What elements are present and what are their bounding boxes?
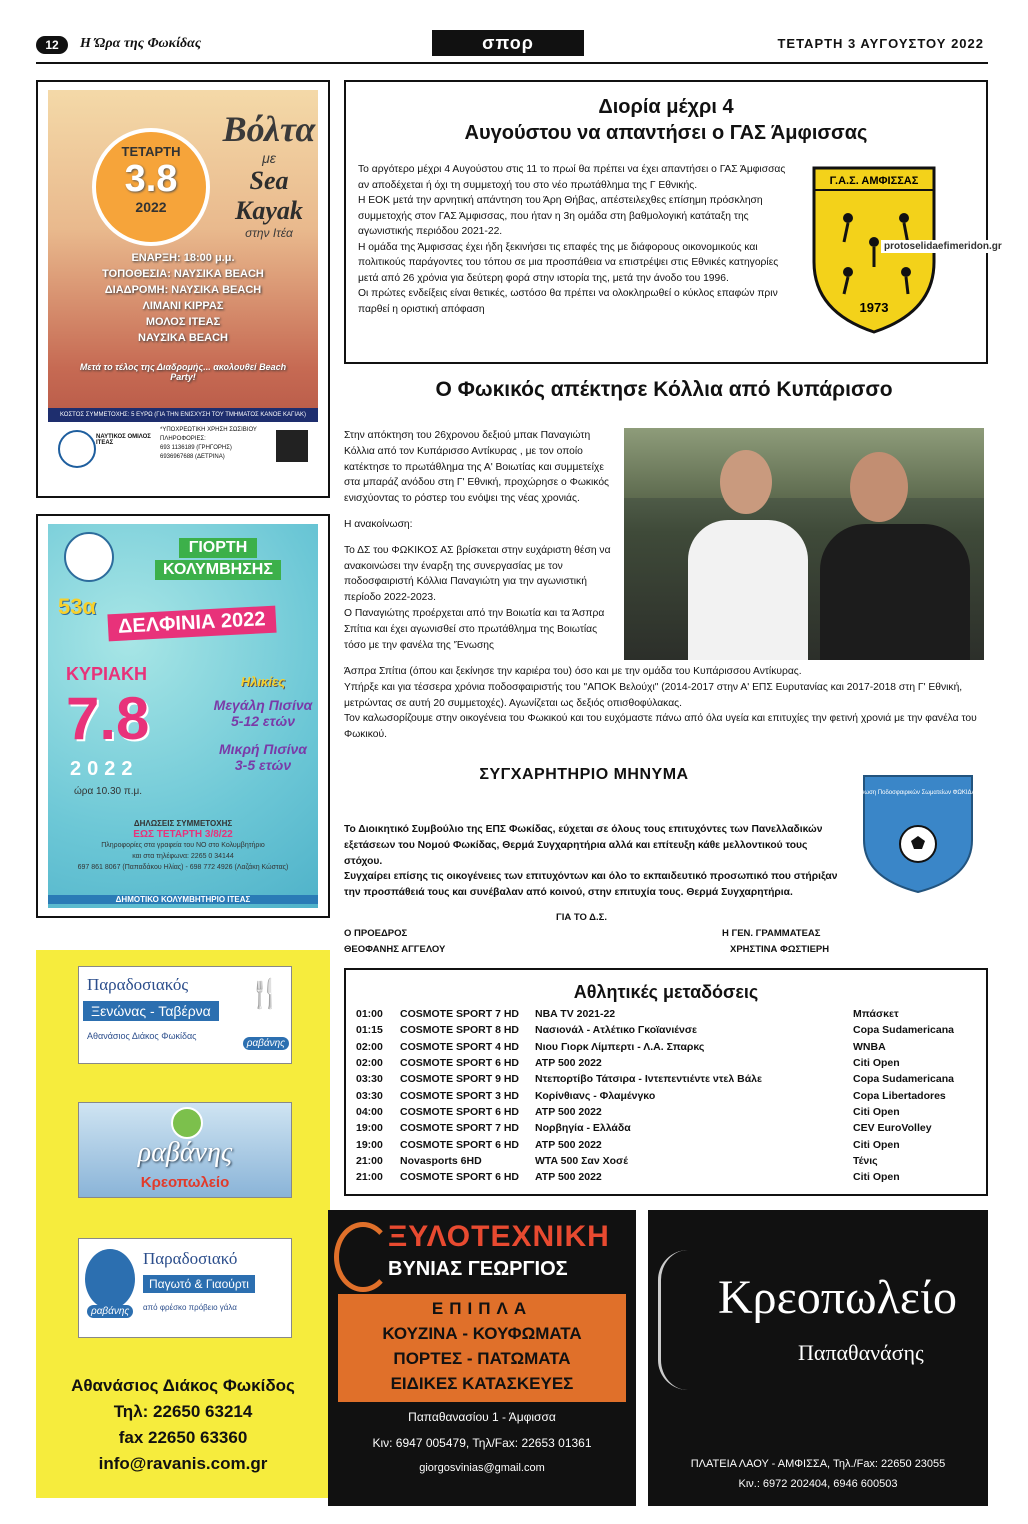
ad-place: Αθανάσιος Διάκος Φωκίδος xyxy=(71,1376,295,1395)
for-board: ΓΙΑ ΤΟ Δ.Σ. xyxy=(556,912,607,923)
article3-body xyxy=(344,802,844,901)
paragraph: Ο Παναγιώτης προέρχεται από την Βοιωτία και τα Άσπρα Σπίτια και έχει αγωνισθεί στο πρωτάθλημα της Βοιωτίας τόσο με την φανέλα της 'Ένωσης xyxy=(344,607,605,651)
player-shirt xyxy=(688,520,808,660)
tv-category: Citi Open xyxy=(853,1138,900,1151)
poster-title-2: με xyxy=(262,150,276,166)
president-title: Ο ΠΡΟΕΔΡΟΣ xyxy=(344,928,408,939)
tv-channel: COSMOTE SPORT 9 HD xyxy=(400,1073,520,1086)
tv-channel: COSMOTE SPORT 6 HD xyxy=(400,1105,520,1118)
tv-program: Νορβηγία - Ελλάδα xyxy=(535,1122,631,1135)
icecream-icon xyxy=(85,1249,135,1309)
swim-event: ΔΕΛΦΙΝΙΑ 2022 xyxy=(107,606,276,642)
tv-time: 02:00 xyxy=(356,1040,383,1053)
tv-program: ATP 500 2022 xyxy=(535,1138,602,1151)
pool-1-ages: 5-12 ετών xyxy=(231,713,295,729)
tv-channel: COSMOTE SPORT 7 HD xyxy=(400,1008,520,1021)
tv-channel: COSMOTE SPORT 6 HD xyxy=(400,1138,520,1151)
swim-poster xyxy=(36,514,330,918)
poster-info: ΠΛΗΡΟΦΟΡΙΕΣ: xyxy=(160,436,206,442)
poster-day: ΤΕΤΑΡΤΗ xyxy=(121,144,181,159)
paper-name: Η Ώρα της Φωκίδας xyxy=(80,36,202,51)
players-photo xyxy=(624,428,984,660)
card1-line1: Παραδοσιακός xyxy=(87,975,189,994)
card3-brand: ραβάνης xyxy=(87,1305,133,1318)
poster-title-4: στην Ιτέα xyxy=(245,226,293,240)
tv-table xyxy=(356,1006,983,1185)
tv-category: Copa Sudamericana xyxy=(853,1073,954,1086)
poster-line: ΔΙΑΔΡΟΜΗ: ΝΑΥΣΙΚΑ BEACH xyxy=(104,284,262,296)
date-badge xyxy=(92,128,210,246)
secretary-title: Η ΓΕΝ. ΓΡΑΜΜΑΤΕΑΣ xyxy=(722,928,821,939)
article2-continued xyxy=(344,664,984,743)
official-head xyxy=(850,452,908,522)
wood-logo-icon xyxy=(334,1222,392,1292)
poster-line: ΤΟΠΟΘΕΣΙΑ: ΝΑΥΣΙΚΑ BEACH xyxy=(102,268,264,280)
swim-title-1: ΓΙΟΡΤΗ xyxy=(179,538,258,558)
swim-footer: ΔΗΜΟΤΙΚΟ ΚΟΛΥΜΒΗΤΗΡΙΟ ΙΤΕΑΣ xyxy=(48,895,318,904)
swim-info: και στα τηλέφωνα: 2265 0 34144 xyxy=(132,853,234,860)
poster-line: ΝΑΥΣΙΚΑ BEACH xyxy=(138,332,228,344)
card2-brand: ραβάνης xyxy=(137,1137,233,1168)
tv-time: 21:00 xyxy=(356,1154,383,1167)
card3-line2: Παγωτό & Γιαούρτι xyxy=(143,1275,255,1293)
tv-category: Μπάσκετ xyxy=(853,1008,899,1021)
tv-channel: COSMOTE SPORT 3 HD xyxy=(400,1089,520,1102)
paragraph: Το ΔΣ του ΦΩΚΙΚΟΣ ΑΣ βρίσκεται στην ευχάριστη θέση να ανακοινώσει την έναρξη της συνεργασίας με τον ποδοσφαιριστή Κόλλια Παναγιώτη για την αγωνιστική περίοδο 2022-2023. xyxy=(344,544,611,604)
swim-day: ΚΥΡΙΑΚΗ xyxy=(66,664,148,684)
poster-party: Μετά το τέλος της Διαδρομής... ακολουθεί Beach Party! xyxy=(79,362,287,382)
entries-label: ΔΗΛΩΣΕΙΣ ΣΥΜΜΕΤΟΧΗΣ xyxy=(133,819,233,828)
tv-program: WTA 500 Σαν Χοσέ xyxy=(535,1154,628,1167)
tv-category: Citi Open xyxy=(853,1105,900,1118)
headline-line: Αυγούστου να απαντήσει ο ΓΑΣ Άμφισσας xyxy=(464,122,868,144)
swim-info: Πληροφορίες στα γραφεία του ΝΟ στο Κολυμβητήριο xyxy=(101,842,265,849)
club-logo xyxy=(58,430,96,468)
ad-fax: fax 22650 63360 xyxy=(118,1428,248,1447)
tv-channel: COSMOTE SPORT 7 HD xyxy=(400,1122,520,1135)
paragraph: Το αργότερο μέχρι 4 Αυγούστου στις 11 το πρωί θα πρέπει να έχει απαντήσει ο ΓΑΣ Άμφισσας αν αποδέχεται ή όχι τη συμμετοχή του στο νέο πρωτάθλημα της Γ Εθνικής. xyxy=(358,164,786,191)
swim-info: 697 861 8067 (Παπαδάκου Ηλίας) - 698 772 4926 (Λαζάκη Κώστας) xyxy=(77,864,289,871)
butcher-owner: Παπαθανάσης xyxy=(798,1340,924,1365)
poster-title-1: Βόλτα xyxy=(222,109,316,149)
tv-channel: COSMOTE SPORT 4 HD xyxy=(400,1040,520,1053)
tv-category: Τένις xyxy=(853,1154,878,1167)
paragraph: Υπήρξε και για τέσσερα χρόνια ποδοσφαιριστής του "ΑΠΟΚ Βελούχι" (2014-2017 στην Α' ΕΠΣ Ευρυτανίας και 2017-2018 στη Γ' Εθνική, μετρώντας σε αυτή 20 συμμετοχές). Αγωνίζεται ως δεξιός οπισθοφύλακας. xyxy=(344,681,963,709)
section-label: σπορ xyxy=(432,30,584,56)
tv-time: 19:00 xyxy=(356,1122,383,1135)
card1-line3: Αθανάσιος Διάκος Φωκίδας xyxy=(87,1031,197,1041)
tv-time: 19:00 xyxy=(356,1138,383,1151)
tv-channel: COSMOTE SPORT 6 HD xyxy=(400,1057,520,1070)
wood-line: ΠΟΡΤΕΣ - ΠΑΤΩΜΑΤΑ xyxy=(393,1349,571,1368)
crest-name: Γ.Α.Σ. ΑΜΦΙΣΣΑΣ xyxy=(829,175,919,187)
tv-category: Citi Open xyxy=(853,1057,900,1070)
ksylotexniki-ad xyxy=(328,1210,636,1506)
article2-headline: Ο Φωκικός απέκτησε Κόλλια από Κυπάρισσο xyxy=(435,378,893,401)
card3-line1: Παραδοσιακό xyxy=(143,1249,238,1268)
butcher-title: Κρεοπωλείο xyxy=(718,1271,957,1324)
tv-category: CEV EuroVolley xyxy=(853,1122,932,1135)
wood-title: ΞΥΛΟΤΕΧΝΙΚΗ xyxy=(388,1220,610,1253)
tv-title: Αθλητικές μεταδόσεις xyxy=(573,982,759,1002)
tv-row xyxy=(356,1120,983,1136)
ravanis-ad xyxy=(36,950,330,1498)
butcher-mobile: Κιν.: 6972 202404, 6946 600503 xyxy=(738,1478,898,1490)
tv-listings xyxy=(344,968,988,1196)
article1-body xyxy=(358,162,788,317)
tv-time: 01:00 xyxy=(356,1008,383,1021)
tv-row xyxy=(356,1006,983,1022)
wood-line: ΕΙΔΙΚΕΣ ΚΑΤΑΣΚΕΥΕΣ xyxy=(390,1374,574,1393)
wood-address: Παπαθανασίου 1 - Άμφισσα xyxy=(408,1410,556,1424)
tv-time: 02:00 xyxy=(356,1057,383,1070)
tv-row xyxy=(356,1104,983,1120)
paragraph: Η ομάδα της Άμφισσας έχει ήδη ξεκινήσει τις επαφές της με διάφορους οικονομικούς και πολιτικούς παράγοντες του τόπου σε μια προσπάθεια να επιστρέψει στις Εθνικές κατηγορίες μετά από 26 χρόνια για δεύτερη φορά στην ιστορία της, μετά την άνοδο του 1996. xyxy=(358,241,779,284)
tv-row xyxy=(356,1087,983,1103)
president-name: ΘΕΟΦΑΝΗΣ ΑΓΓΕΛΟΥ xyxy=(344,944,446,955)
tv-row xyxy=(356,1039,983,1055)
eps-fokidas-logo xyxy=(854,770,982,896)
header-rule xyxy=(36,62,988,64)
tv-row xyxy=(356,1153,983,1169)
poster-cost: ΚΟΣΤΟΣ ΣΥΜΜΕΤΟΧΗΣ: 5 ΕΥΡΩ (ΓΙΑ ΤΗΝ ΕΝΙΣΧΥΣΗ ΤΟΥ ΤΜΗΜΑΤΟΣ ΚΑΝΟΕ ΚΑΓΙΑΚ) xyxy=(48,408,318,422)
headline-line: Διορία μέχρι 4 xyxy=(598,96,734,118)
tv-category: WNBA xyxy=(853,1040,886,1053)
swim-title-2: ΚΟΛΥΜΒΗΣΗΣ xyxy=(155,560,281,580)
tv-time: 04:00 xyxy=(356,1105,383,1118)
swim-club-logo xyxy=(64,532,114,582)
wood-line: ΕΠΙΠΛΑ xyxy=(431,1299,533,1318)
paragraph: Άσπρα Σπίτια (όπου και ξεκίνησε την καριέρα του) όσο και με την ομάδα του Κυπάρισσου Αντίκυρας. xyxy=(344,666,802,677)
tv-category: Copa Libertadores xyxy=(853,1089,946,1102)
club-name: ΝΑΥΤΙΚΟΣ ΟΜΙΛΟΣ ΙΤΕΑΣ xyxy=(96,434,151,446)
wood-email: giorgosvinias@gmail.com xyxy=(419,1462,545,1474)
poster-line: ΕΝΑΡΞΗ: 18:00 μ.μ. xyxy=(131,252,235,264)
tv-category: Citi Open xyxy=(853,1171,900,1184)
article2-intro xyxy=(344,428,614,653)
tv-program: ATP 500 2022 xyxy=(535,1105,602,1118)
wood-owner: ΒΥΝΙΑΣ ΓΕΩΡΓΙΟΣ xyxy=(388,1258,568,1280)
ad-card-butcher xyxy=(78,1102,292,1198)
tv-time: 03:30 xyxy=(356,1073,383,1086)
butcher-ad xyxy=(648,1210,988,1506)
poster-line: ΜΟΛΟΣ ΙΤΕΑΣ xyxy=(145,316,221,328)
official-shirt xyxy=(820,524,970,660)
poster-date: 3.8 xyxy=(124,158,178,200)
page-number: 12 xyxy=(36,36,68,54)
paragraph: Η ΕΟΚ μετά την αρνητική απάντηση του Άρη Θήβας, απέστειλεχθες επίσημη πρόσκληση συμμετοχής στον ΓΑΣ Άμφισσας, που ήταν η 3η ομάδα στη βαθμολογική κατάταξη της αγωνιστικής περιόδου 2021-22. xyxy=(358,195,763,237)
ad-email: info@ravanis.com.gr xyxy=(98,1454,268,1473)
tv-channel: COSMOTE SPORT 6 HD xyxy=(400,1171,520,1184)
ages-label: Ηλικίες xyxy=(240,674,286,689)
ad-card-tavern xyxy=(78,966,292,1064)
poster-info: 693 1136189 (ΓΡΗΓΟΡΗΣ) xyxy=(160,445,232,451)
pool-2-ages: 3-5 ετών xyxy=(234,757,292,773)
tv-category: Copa Sudamericana xyxy=(853,1024,954,1037)
swim-year: 2022 xyxy=(70,758,139,780)
tv-row xyxy=(356,1071,983,1087)
cutlery-icon: 🍴 xyxy=(247,978,283,1009)
article3-headline: ΣΥΓΧΑΡΗΤΗΡΙΟ ΜΗΝΥΜΑ xyxy=(479,766,689,783)
watermark: protoselidaefimeridon.gr xyxy=(881,240,1005,253)
tv-program: Νασιονάλ - Ατλέτικο Γκοϊανιένσε xyxy=(535,1024,698,1037)
secretary-name: ΧΡΗΣΤΙΝΑ ΦΩΣΤΙΕΡΗ xyxy=(730,944,830,955)
tv-program: Κορίνθιανς - Φλαμένγκο xyxy=(535,1089,656,1102)
ravanis-logo-icon xyxy=(171,1107,203,1139)
entries-deadline: ΕΩΣ ΤΕΤΑΡΤΗ 3/8/22 xyxy=(133,829,233,840)
tv-row xyxy=(356,1055,983,1071)
article-gas-amfissas xyxy=(344,80,1002,364)
tv-program: ATP 500 2022 xyxy=(535,1057,602,1070)
paragraph: Η ανακοίνωση: xyxy=(344,518,413,530)
swim-edition: 53α xyxy=(58,594,96,619)
poster-year: 2022 xyxy=(135,199,167,215)
tv-row xyxy=(356,1022,983,1038)
poster-title-3: Sea Kayak xyxy=(235,166,303,225)
tv-time: 03:30 xyxy=(356,1089,383,1102)
card1-line2: Ξενώνας - Ταβέρνα xyxy=(83,1001,219,1021)
tv-program: NBA TV 2021-22 xyxy=(535,1008,616,1021)
tv-time: 21:00 xyxy=(356,1171,383,1184)
issue-date: ΤΕΤΑΡΤΗ 3 ΑΥΓΟΥΣΤΟΥ 2022 xyxy=(777,36,984,51)
tv-program: Ντεπορτίβο Τάτσιρα - Ιντεπεντιέντε ντελ Βάλε xyxy=(535,1073,763,1086)
tv-channel: Novasports 6HD xyxy=(400,1154,482,1167)
paragraph: Οι πρώτες ενδείξεις είναι θετικές, ωστόσο θα πρέπει να ολοκληρωθεί ο κύκλος επαφών πριν παρθεί η οριστική απόφαση xyxy=(358,288,778,315)
logo-text: Ένωση Ποδοσφαιρικών Σωματείων ΦΩΚΙΔΑΣ xyxy=(856,790,980,796)
tv-row xyxy=(356,1136,983,1152)
paragraph: Το Διοικητικό Συμβούλιο της ΕΠΣ Φωκίδας, εύχεται σε όλους τους επιτυχόντες των Πανελλαδικών εξετάσεων του Νομού Φωκίδας, Θερμά Συγχαρητήρια αλλά και επίτευξη κάθε μελλοντικού τους στόχου. xyxy=(344,824,823,867)
butcher-address: ΠΛΑΤΕΙΑ ΛΑΟΥ - ΑΜΦΙΣΣΑ, Τηλ./Fax: 22650 23055 xyxy=(690,1458,946,1470)
tv-row xyxy=(356,1169,983,1185)
article1-headline xyxy=(346,94,986,146)
player-head xyxy=(720,450,772,514)
bull-icon xyxy=(658,1250,711,1390)
card2-line: Κρεοπωλείο xyxy=(140,1174,230,1191)
paragraph: Συγχαίρει επίσης τις οικογένειες των επιτυχόντων και όλο το εκπαιδευτικό προσωπικό που στήριξαν την προσπάθειά τους και συνέβαλαν από κοινού, στην επιτυχία τους. Θερμά Συγχαρητήρια. xyxy=(344,871,838,899)
tv-time: 01:15 xyxy=(356,1024,383,1037)
paragraph: Τον καλωσορίζουμε στην οικογένεια του Φωκικού και του ευχόμαστε πάνω από όλα υγεία και επιτυχίες την φετινή χρονιά με την φανέλα του Φωκικού. xyxy=(344,713,977,741)
poster-info: 6936967688 (ΔΕΤΡΙΝΑ) xyxy=(160,454,225,460)
tv-channel: COSMOTE SPORT 8 HD xyxy=(400,1024,520,1037)
ad-phone: Τηλ: 22650 63214 xyxy=(113,1402,253,1421)
tv-program: ATP 500 2022 xyxy=(535,1171,602,1184)
paragraph: Στην απόκτηση του 26χρονου δεξιού μπακ Παναγιώτη Κόλλια από τον Κυπάρισσο Αντίκυρας , με τον οποίο κατέκτησε το πρωτάθλημα της Α' Βοιωτίας και συμμετείχε στα μπαράζ ανόδου στη Γ' Εθνική, προχώρησε ο Φωκικός ενισχύοντας το ρόστερ του ενόψει της νέας χρονιάς. xyxy=(344,430,610,505)
crest-year: 1973 xyxy=(859,300,889,315)
tv-program: Νιου Γιορκ Λίμπερτι - Λ.Α. Σπαρκς xyxy=(535,1040,705,1053)
pool-2: Μικρή Πισίνα xyxy=(219,741,307,757)
swim-date: 7.8 xyxy=(66,685,150,752)
ad-card-icecream xyxy=(78,1238,292,1338)
poster-info: *ΥΠΟΧΡΕΩΤΙΚΗ ΧΡΗΣΗ ΣΩΣΙΒΙΟΥ xyxy=(160,427,257,433)
kayak-poster xyxy=(36,80,330,498)
poster-line: ΛΙΜΑΝΙ ΚΙΡΡΑΣ xyxy=(142,300,224,312)
wood-phones: Κιν: 6947 005479, Τηλ/Fax: 22653 01361 xyxy=(372,1436,592,1450)
wood-line: ΚΟΥΖΙΝΑ - ΚΟΥΦΩΜΑΤΑ xyxy=(382,1324,582,1343)
kayak-logo xyxy=(276,430,308,462)
pool-1: Μεγάλη Πισίνα xyxy=(213,697,313,713)
card3-line3: από φρέσκο πρόβειο γάλα xyxy=(143,1303,237,1312)
swim-time: ώρα 10.30 π.μ. xyxy=(74,786,143,797)
card1-brand: ραβάνης xyxy=(243,1037,289,1050)
